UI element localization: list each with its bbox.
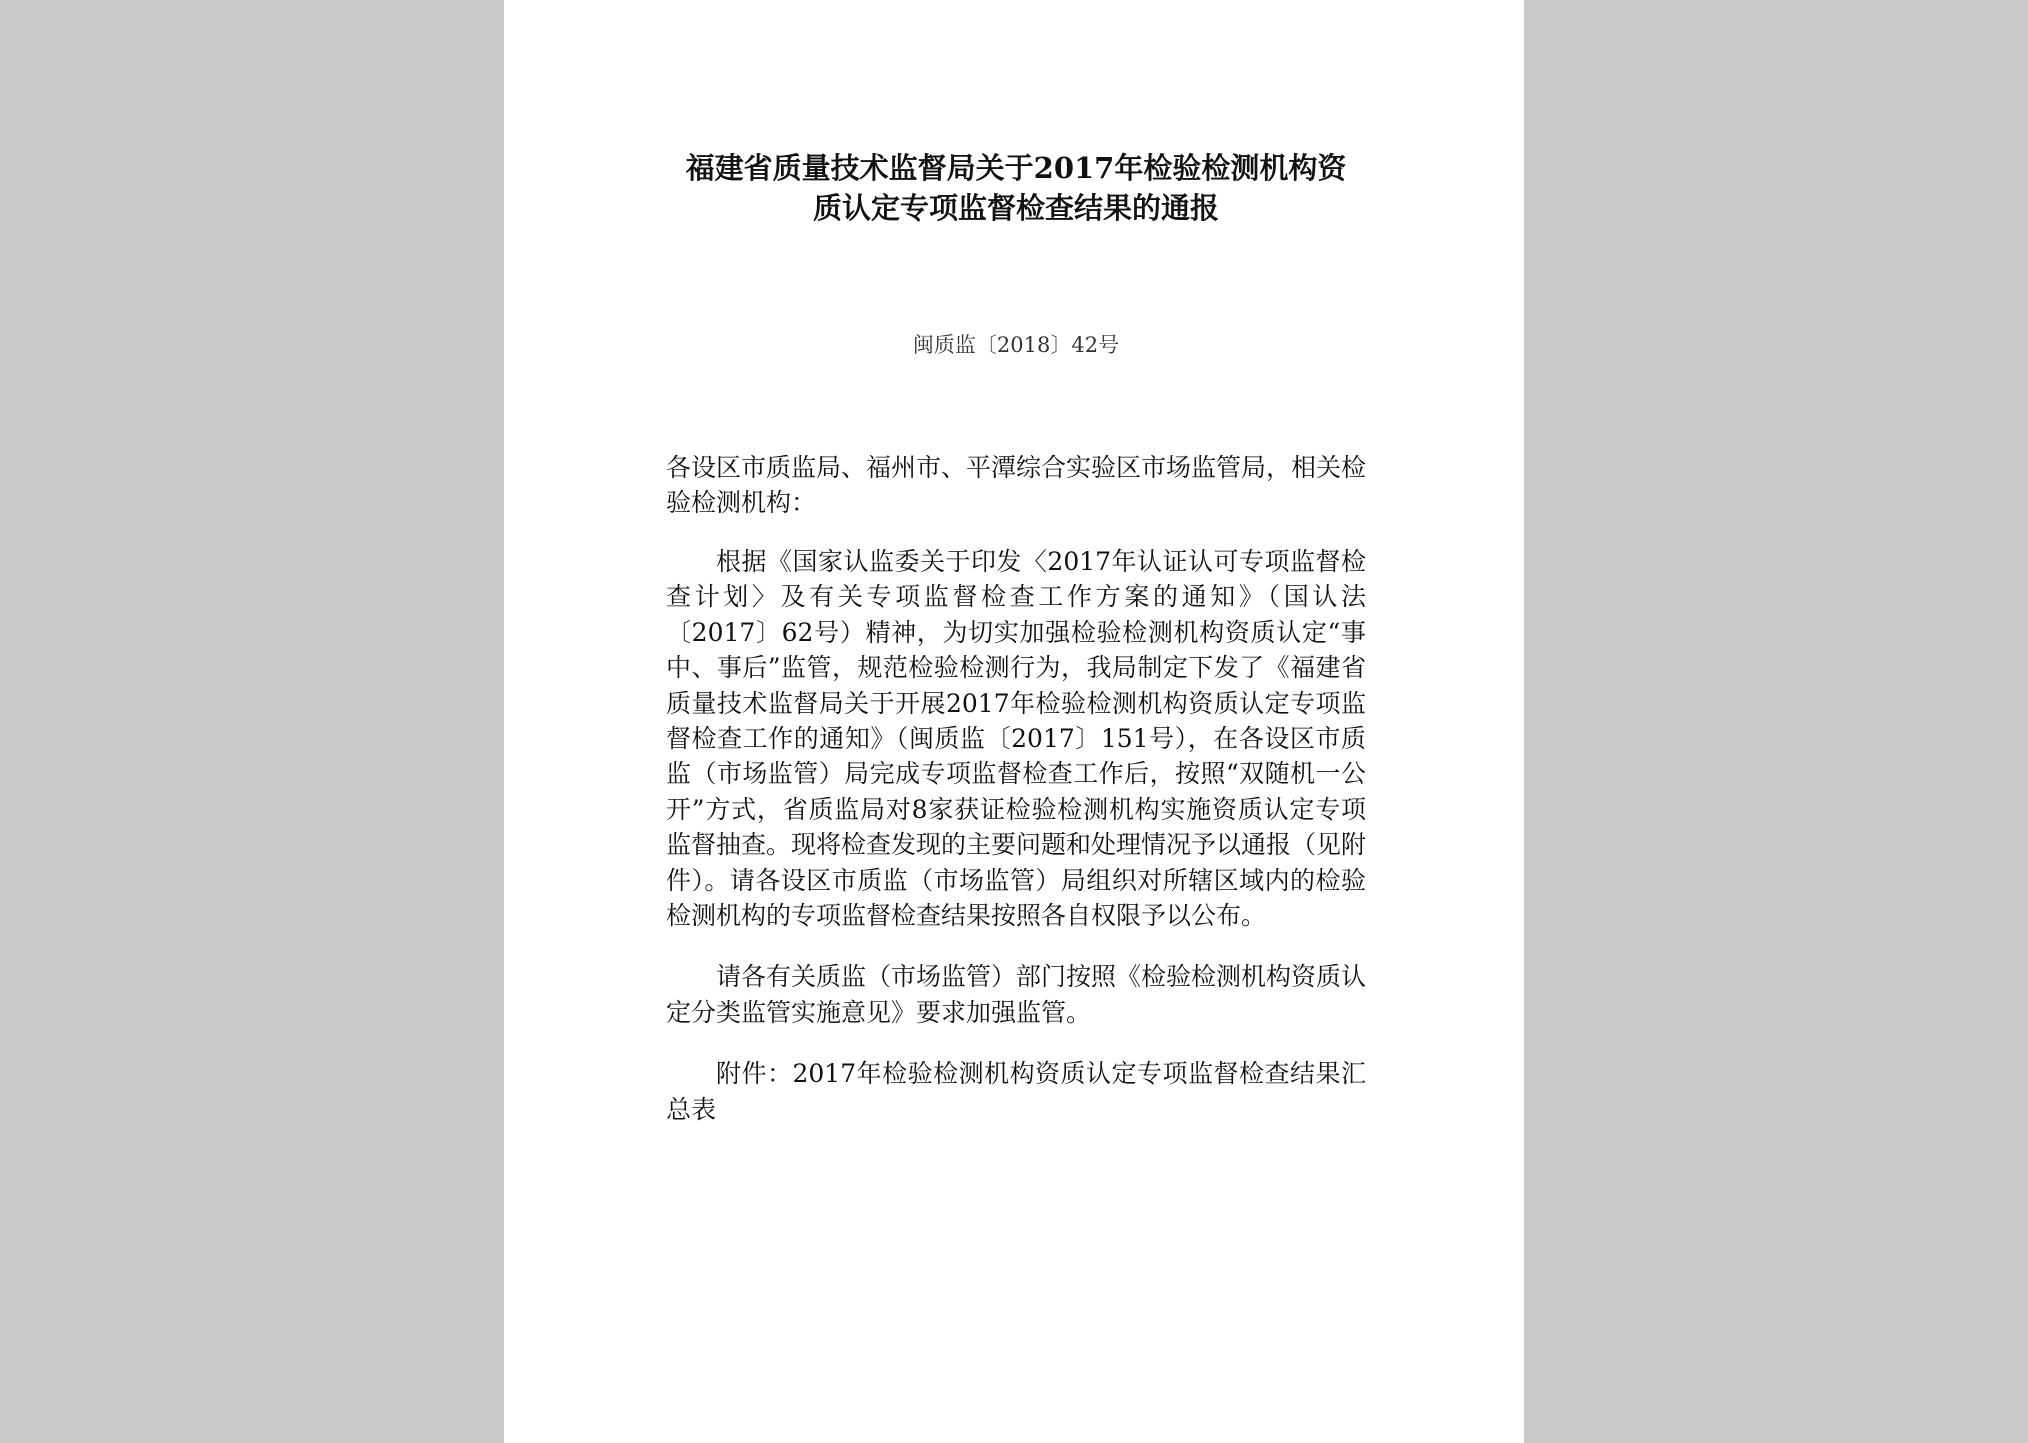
document-content [666, 148, 1366, 1153]
document-title [666, 148, 1366, 228]
attachment-note: 附件：2017年检验检测机构资质认定专项监督检查结果汇总表 [666, 1059, 1366, 1124]
title-line-1: 福建省质量技术监督局关于2017年检验检测机构资 [685, 151, 1347, 185]
document-number: 闽质监〔2018〕42号 [912, 333, 1120, 357]
body-paragraph-basis: 根据《国家认监委关于印发〈2017年认证认可专项监督检查计划〉及有关专项监督检查工作方案的通知》（国认法〔2017〕62号）精神，为切实加强检验检测机构资质认定“事中、事后”监管，规范检验检测行为，我局制定下发了《福建省质量技术监督局关于开展2017年检验检测机构资质认定专项监督检查工作的通知》（闽质监〔2017〕151号），在各设区市质监（市场监管）局完成专项监督检查工作后，按照“双随机一公开”方式，省质监局对8家获证检验检测机构实施资质认定专项监督抽查。现将检查发现的主要问题和处理情况予以通报（见附件）。请各设区市质监（市场监管）局组织对所辖区域内的检验检测机构的专项监督检查结果按照各自权限予以公布。 [666, 547, 1367, 931]
addressee: 各设区市质监局、福州市、平潭综合实验区市场监管局，相关检验检测机构： [666, 453, 1367, 517]
document-page [504, 0, 1524, 1443]
body-paragraph-request: 请各有关质监（市场监管）部门按照《检验检测机构资质认定分类监管实施意见》要求加强监管。 [666, 962, 1367, 1027]
title-line-2: 质认定专项监督检查结果的通报 [812, 191, 1219, 225]
